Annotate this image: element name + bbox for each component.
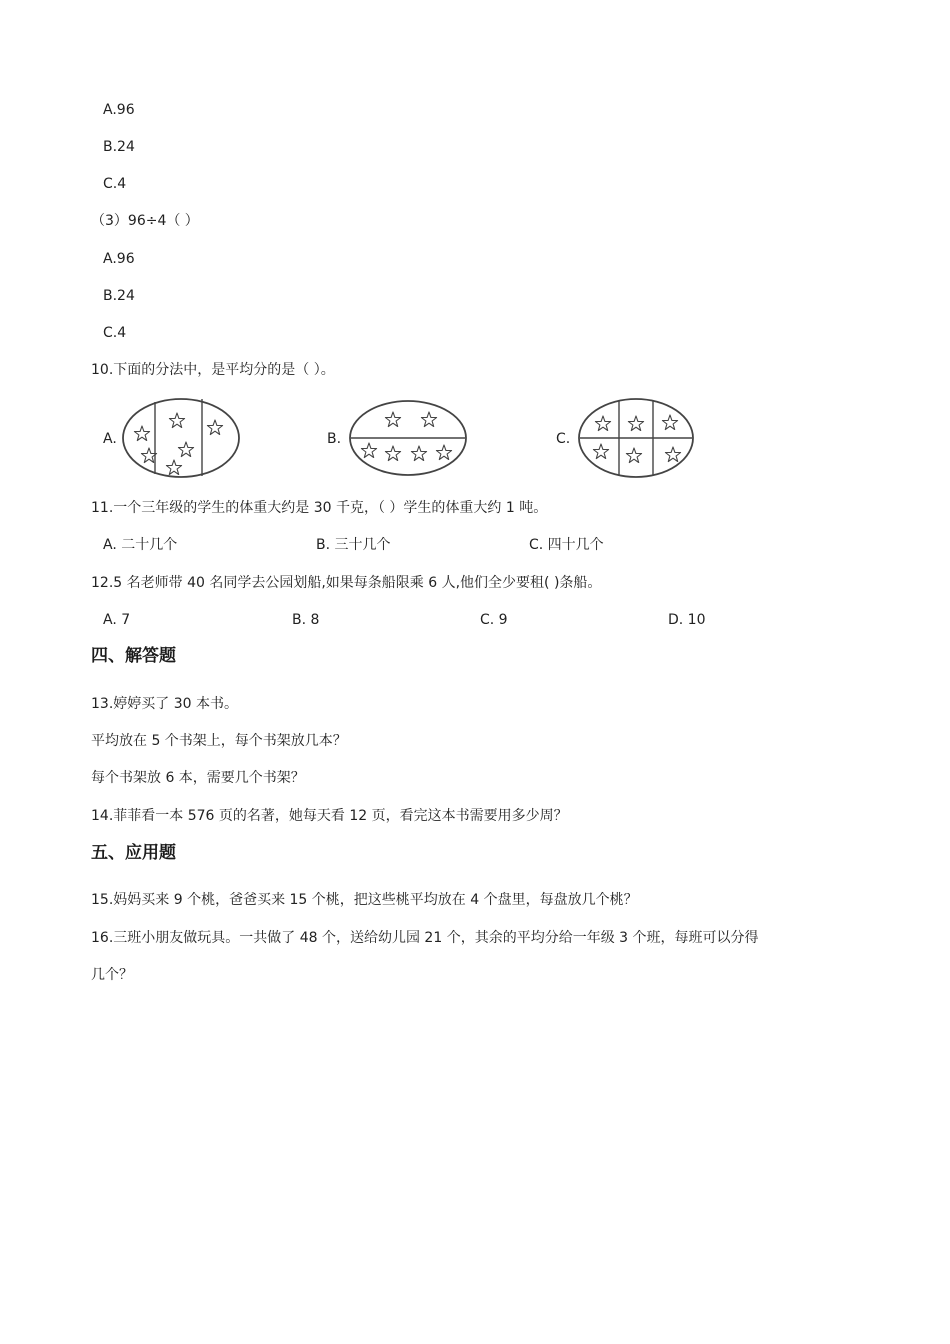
q10-figure-c	[576, 396, 698, 482]
star-icon	[411, 446, 426, 461]
q12-option-a: A. 7	[103, 612, 131, 628]
star-icon	[207, 420, 222, 435]
q10-figure-a	[120, 396, 244, 482]
q9-part2-option-b: B.24	[103, 139, 135, 155]
q12-option-d: D. 10	[668, 612, 706, 628]
q11-option-c: C. 四十几个	[529, 537, 604, 553]
q10-option-c-label: C.	[556, 431, 571, 447]
star-icon	[593, 444, 608, 459]
q11-stem: 11.一个三年级的学生的体重大约是 30 千克，（ ）学生的体重大约 1 吨。	[91, 500, 548, 516]
star-icon	[178, 442, 193, 457]
q12-option-c: C. 9	[480, 612, 508, 628]
star-icon	[134, 426, 149, 441]
star-icon	[662, 415, 677, 430]
q16-stem-line-2: 几个？	[91, 967, 133, 983]
q9-part2-option-c: C.4	[103, 176, 127, 192]
q12-stem: 12.5 名老师带 40 名同学去公园划船,如果每条船限乘 6 人,他们全少要租( )条船。	[91, 575, 602, 591]
q9-part2-option-a: A.96	[103, 102, 135, 118]
star-icon	[626, 448, 641, 463]
star-icon	[628, 416, 643, 431]
star-icon	[421, 412, 436, 427]
q13-stem: 13.婷婷买了 30 本书。	[91, 696, 238, 712]
q9-part3-stem: （3）96÷4（ ）	[91, 213, 199, 229]
q9-part3-option-b: B.24	[103, 288, 135, 304]
star-icon	[436, 445, 451, 460]
q10-option-a-label: A.	[103, 431, 117, 447]
q14-stem: 14.菲菲看一本 576 页的名著，她每天看 12 页，看完这本书需要用多少周？	[91, 808, 568, 824]
q9-part3-option-c: C.4	[103, 325, 127, 341]
section-5-heading: 五、应用题	[91, 843, 176, 863]
q10-stem: 10.下面的分法中，是平均分的是（ ）。	[91, 362, 335, 378]
q13-part-2: 每个书架放 6 本，需要几个书架？	[91, 770, 305, 786]
q16-stem-line-1: 16.三班小朋友做玩具。一共做了 48 个，送给幼儿园 21 个，其余的平均分给一年级 3 个班，每班可以分得	[91, 930, 759, 946]
q9-part3-option-a: A.96	[103, 251, 135, 267]
q10-figure-b	[347, 398, 471, 480]
q15-stem: 15.妈妈买来 9 个桃，爸爸买来 15 个桃，把这些桃平均放在 4 个盘里，每盘放几个桃？	[91, 892, 638, 908]
q12-option-b: B. 8	[292, 612, 320, 628]
section-4-heading: 四、解答题	[91, 646, 176, 666]
q11-option-a: A. 二十几个	[103, 537, 178, 553]
star-icon	[166, 460, 181, 475]
star-icon	[385, 412, 400, 427]
q13-part-1: 平均放在 5 个书架上，每个书架放几本？	[91, 733, 347, 749]
star-icon	[385, 446, 400, 461]
q10-option-b-label: B.	[327, 431, 342, 447]
star-icon	[361, 443, 376, 458]
star-icon	[169, 413, 184, 428]
star-icon	[665, 447, 680, 462]
star-icon	[595, 416, 610, 431]
q11-option-b: B. 三十几个	[316, 537, 391, 553]
